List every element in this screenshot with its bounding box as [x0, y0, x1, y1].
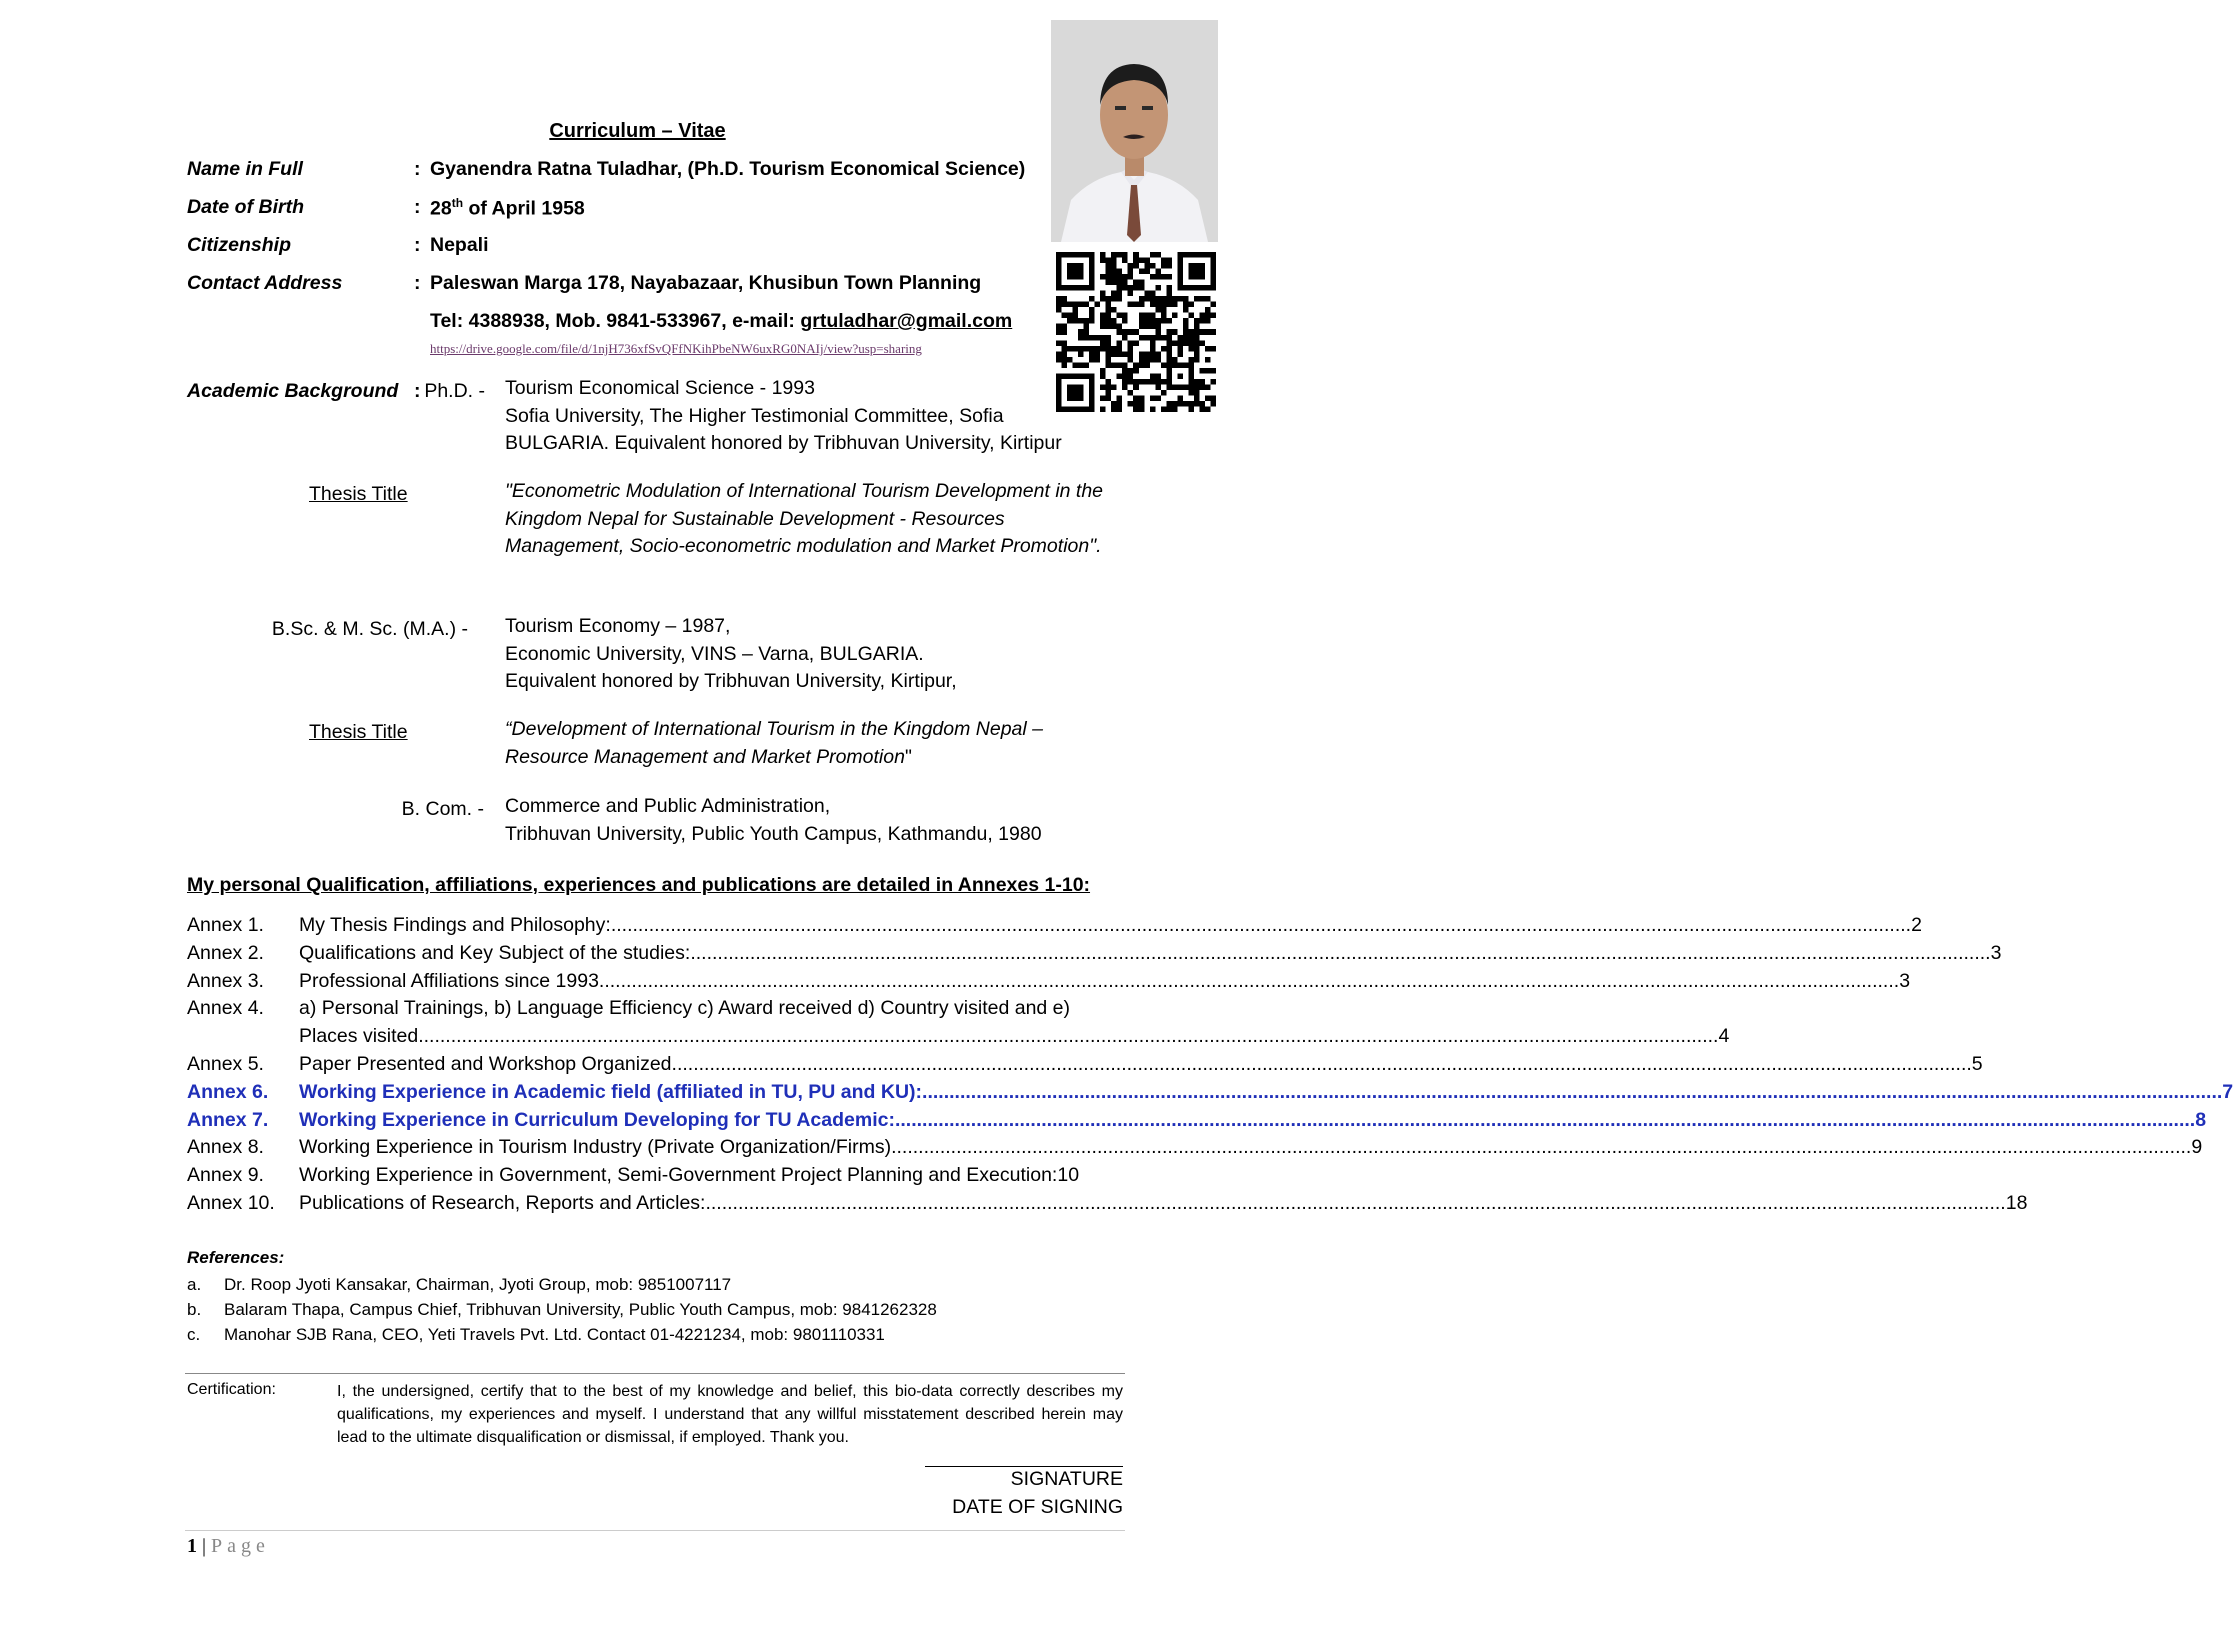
- reference-text: Balaram Thapa, Campus Chief, Tribhuvan University, Public Youth Campus, mob: 9841262328: [224, 1300, 937, 1319]
- bcom-line: Commerce and Public Administration,: [505, 795, 831, 817]
- msc-thesis-italic: “Development of International Tourism in the Kingdom Nepal – Resource Management and Market Promotion: [505, 718, 1043, 768]
- reference-letter: c.: [187, 1325, 201, 1344]
- contact-label: Contact Address: [187, 272, 343, 294]
- annex-number: Annex 2.: [187, 941, 264, 964]
- annex-number: Annex 1.: [187, 914, 264, 936]
- dot-leader: [599, 968, 1899, 996]
- name-colon: :: [414, 158, 421, 180]
- msc-degree: B.Sc. & M. Sc. (M.A.) -: [271, 618, 468, 640]
- dot-leader: [690, 940, 1990, 968]
- annex-title: Working Experience in Academic field (affiliated in TU, PU and KU):: [299, 1080, 923, 1103]
- annex-title: a) Personal Trainings, b) Language Efficiency c) Award received d) Country visited and e): [299, 997, 1071, 1020]
- annex-page: 5: [1971, 1052, 1983, 1075]
- phd-degree: Ph.D. -: [424, 380, 485, 402]
- annex-number: Annex 7.: [187, 1108, 269, 1131]
- dob-suffix: th: [451, 196, 464, 210]
- annex-item-2[interactable]: [187, 940, 2002, 968]
- dot-leader: [611, 912, 1911, 940]
- dob-day: 28: [430, 197, 452, 220]
- annex-page: 3: [1899, 969, 1911, 992]
- reference-text: Dr. Roop Jyoti Kansakar, Chairman, Jyoti Group, mob: 9851007117: [224, 1275, 732, 1294]
- annex-item-1[interactable]: [187, 912, 1922, 940]
- annex-number: Annex 5.: [187, 1052, 264, 1075]
- academic-colon: :: [414, 380, 421, 402]
- annex-title: Working Experience in Government, Semi-Government Project Planning and Execution:10: [299, 1164, 1080, 1187]
- academic-label: Academic Background: [187, 380, 399, 402]
- phd-line: BULGARIA. Equivalent honored by Tribhuvan University, Kirtipur: [505, 432, 1062, 454]
- page-separator: |: [197, 1535, 212, 1557]
- address-value: Paleswan Marga 178, Nayabazaar, Khusibun Town Planning: [430, 272, 982, 294]
- annex-title: Working Experience in Curriculum Developing for TU Academic:: [299, 1108, 895, 1131]
- name-label: Name in Full: [187, 158, 303, 180]
- annex-number: Annex 3.: [187, 969, 264, 992]
- reference-letter: b.: [187, 1300, 202, 1319]
- annex-title-cont: Places visited: [299, 1025, 419, 1048]
- dot-leader: [891, 1134, 2191, 1162]
- annex-number: Annex 10.: [187, 1191, 275, 1214]
- dot-leader: [922, 1079, 2222, 1107]
- references-list: [187, 1272, 937, 1347]
- reference-item: [187, 1322, 937, 1347]
- dob-value: [430, 196, 585, 221]
- annex-heading: My personal Qualification, affiliations, experiences and publications are detailed in Annexes 1-10:: [187, 874, 1091, 896]
- page-word: Page: [211, 1535, 270, 1557]
- bcom-details: [505, 793, 1042, 848]
- document-title: Curriculum – Vitae: [549, 120, 726, 142]
- contact-colon: :: [414, 272, 421, 294]
- bcom-degree: B. Com. -: [401, 798, 484, 820]
- phd-line: Tourism Economical Science - 1993: [505, 377, 815, 399]
- msc-thesis-title: [505, 716, 1105, 771]
- reference-item: [187, 1272, 937, 1297]
- certification-text: I, the undersigned, certify that to the best of my knowledge and belief, this bio-data correctly describes my qualifications, my experiences and myself. I understand that any willful misstatement described herein may lead to the ultimate disqualification or dismissal, if employed. Thank you.: [337, 1383, 1123, 1446]
- bcom-line: Tribhuvan University, Public Youth Campus, Kathmandu, 1980: [505, 822, 1042, 845]
- section-divider: [185, 1373, 1125, 1374]
- msc-line: Equivalent honored by Tribhuvan University, Kirtipur,: [505, 670, 957, 692]
- annex-title: Working Experience in Tourism Industry (Private Organization/Firms): [299, 1136, 892, 1159]
- annex-page: 8: [2195, 1108, 2207, 1131]
- annex-title: My Thesis Findings and Philosophy:: [299, 914, 611, 936]
- dot-leader: [705, 1190, 2005, 1218]
- msc-line: Tourism Economy – 1987,: [505, 615, 731, 637]
- annex-list: [187, 912, 2233, 1218]
- certification-label: Certification:: [187, 1381, 276, 1398]
- annex-number: Annex 8.: [187, 1136, 264, 1159]
- annex-title: Professional Affiliations since 1993: [299, 969, 599, 992]
- annex-number: Annex 6.: [187, 1080, 269, 1103]
- msc-thesis-end: ": [904, 745, 912, 768]
- phone-text: Tel: 4388938, Mob. 9841-533967, e-mail:: [430, 310, 801, 332]
- dob-label: Date of Birth: [187, 196, 304, 218]
- dot-leader: [672, 1051, 1972, 1079]
- footer-divider: [185, 1530, 1125, 1531]
- annex-page: 4: [1718, 1025, 1730, 1048]
- qr-code[interactable]: [1056, 252, 1216, 412]
- references-heading: References:: [187, 1248, 285, 1267]
- phd-details: [505, 375, 1062, 458]
- citizenship-label: Citizenship: [187, 234, 292, 256]
- dot-leader: [418, 1023, 1718, 1051]
- msc-line: Economic University, VINS – Varna, BULGARIA.: [505, 642, 924, 665]
- annex-item-10[interactable]: [187, 1190, 2028, 1218]
- annex-item-4[interactable]: [187, 995, 1730, 1051]
- citizenship-value: Nepali: [430, 234, 489, 256]
- annex-page: 3: [1990, 941, 2002, 964]
- annex-item-6[interactable]: [187, 1079, 2233, 1107]
- annex-number: Annex 9.: [187, 1164, 264, 1187]
- dot-leader: [895, 1107, 2195, 1135]
- dob-colon: :: [414, 196, 421, 218]
- annex-item-3[interactable]: [187, 968, 1911, 996]
- citizenship-colon: :: [414, 234, 421, 256]
- annex-title: Paper Presented and Workshop Organized: [299, 1052, 672, 1075]
- annex-number: Annex 4.: [187, 997, 264, 1020]
- signature-label: SIGNATURE: [1010, 1468, 1123, 1490]
- phd-thesis-title: "Econometric Modulation of International Tourism Development in the Kingdom Nepal for Sustainable Development - Resources Management, Socio-econometric modulation and Market Promotion".: [505, 480, 1104, 557]
- annex-page: 2: [1911, 914, 1922, 936]
- phone-email-line: [430, 310, 1012, 333]
- annex-page: 9: [2191, 1136, 2203, 1159]
- phd-line: Sofia University, The Higher Testimonial Committee, Sofia: [505, 404, 1004, 427]
- annex-title: Publications of Research, Reports and Articles:: [299, 1191, 706, 1214]
- annex-item-7[interactable]: [187, 1107, 2207, 1135]
- reference-item: [187, 1297, 937, 1322]
- date-of-signing-label: DATE OF SIGNING: [952, 1496, 1123, 1518]
- phd-thesis-label: Thesis Title: [309, 483, 408, 505]
- name-value: Gyanendra Ratna Tuladhar, (Ph.D. Tourism Economical Science): [430, 158, 1026, 180]
- reference-letter: a.: [187, 1275, 202, 1294]
- annex-item-9[interactable]: [187, 1162, 1137, 1190]
- annex-page: 7: [2222, 1080, 2233, 1103]
- page-footer: [187, 1535, 270, 1558]
- annex-item-8[interactable]: [187, 1134, 2203, 1162]
- signature-line: [925, 1466, 1123, 1467]
- page-number: 1: [187, 1535, 197, 1557]
- reference-text: Manohar SJB Rana, CEO, Yeti Travels Pvt. Ltd. Contact 01-4221234, mob: 9801110331: [224, 1325, 885, 1344]
- annex-title: Qualifications and Key Subject of the studies:: [299, 941, 691, 964]
- annex-page: 18: [2005, 1191, 2028, 1214]
- msc-thesis-label: Thesis Title: [309, 721, 408, 743]
- msc-details: [505, 613, 957, 696]
- dob-rest: of April 1958: [463, 197, 585, 220]
- email-link[interactable]: grtuladhar@gmail.com: [800, 310, 1013, 332]
- annex-item-5[interactable]: [187, 1051, 1983, 1079]
- drive-link[interactable]: https://drive.google.com/file/d/1njH736xfSvQFfNKihPbeNW6uxRG0NAIj/view?usp=sharing: [430, 341, 922, 356]
